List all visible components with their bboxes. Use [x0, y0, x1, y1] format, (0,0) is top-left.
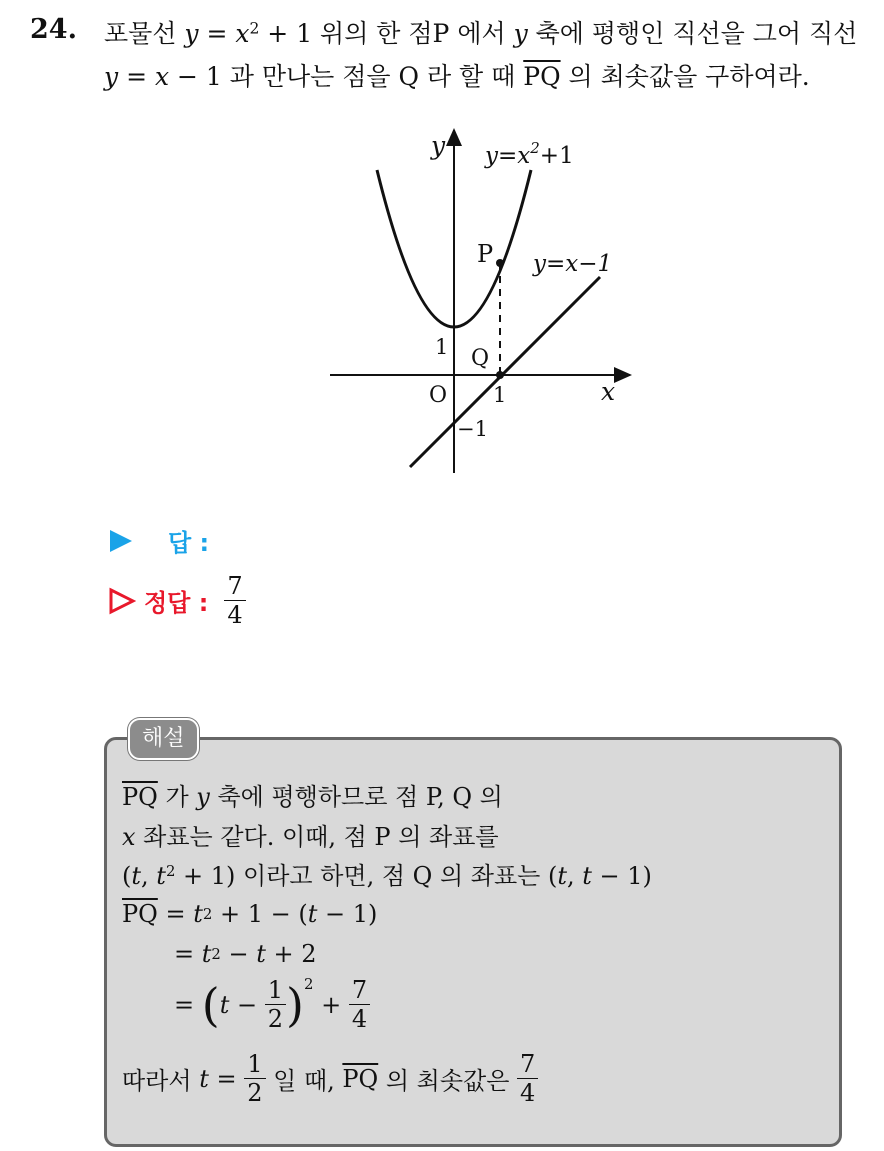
- point-q-label: Q: [471, 346, 490, 371]
- solution-tag: 해설: [128, 718, 199, 760]
- line-label: y=x−1: [533, 251, 613, 277]
- fraction-one-half: $\frac{1}{2}$: [265, 978, 286, 1031]
- solution-conclusion: 따라서 t = $\frac{1}{2}$ 일 때, $\overline{PQ}$ 의 최솟값은 $\frac{7}{4}$: [122, 1052, 538, 1105]
- segment-pq: $\overline{PQ}$: [523, 62, 561, 91]
- solution-equation-3: = ( t − $\frac{1}{2}$ ) 2 + $\frac{7}{4}$: [174, 978, 370, 1031]
- tick-y-1: 1: [435, 335, 449, 359]
- point-p-dot: [496, 259, 504, 267]
- correct-answer-row: [108, 574, 246, 627]
- tick-x-1: 1: [493, 383, 507, 407]
- solution-line-2: x 좌표는 같다. 이때, 점 P 의 좌표를: [122, 823, 499, 851]
- x-axis-label: x: [601, 377, 616, 406]
- question-line-1: 포물선 $y = x^2 + 1$ 위의 한 점P 에서 y 축에 평행인 직선을 그어 직선: [104, 19, 858, 48]
- solution-equation-2: = t 2 − t + 2: [174, 940, 317, 968]
- question-line-2: y = x − 1 과 만나는 점을 Q 라 할 때 $\overline{PQ}$ 의 최솟값을 구하여라.: [104, 62, 810, 91]
- parabola-label: $y=x^2+1$: [485, 139, 574, 169]
- y-axis-label: y: [431, 131, 446, 160]
- fraction-t-value: $\frac{1}{2}$: [244, 1052, 265, 1105]
- filled-triangle-icon: [108, 528, 134, 554]
- function-graph: [325, 118, 645, 478]
- origin-label: O: [429, 383, 448, 408]
- fraction-minimum: $\frac{7}{4}$: [517, 1052, 538, 1105]
- fraction-seven-quarters: $\frac{7}{4}$: [349, 978, 370, 1031]
- question-number: 24.: [30, 14, 77, 45]
- correct-answer-label: 정답 :: [144, 589, 209, 617]
- outline-triangle-icon: [108, 587, 136, 615]
- line-curve: [410, 277, 600, 467]
- correct-answer-value: $\frac{7}{4}$: [224, 574, 245, 627]
- solution-equation-1: $\overline{PQ}$ = t 2 + 1 − ( t − 1): [122, 900, 378, 928]
- tick-y-minus-1: −1: [457, 417, 488, 441]
- answer-label: 답 :: [168, 529, 210, 557]
- point-q-dot: [496, 371, 504, 379]
- point-p-label: P: [477, 240, 494, 268]
- solution-line-3: (t, $t^2 + 1$) 이라고 하면, 점 Q 의 좌표는 (t, t − 1): [122, 861, 652, 890]
- solution-line-1: $\overline{PQ}$ 가 y 축에 평행하므로 점 P, Q 의: [122, 783, 503, 811]
- answer-row: [108, 523, 209, 558]
